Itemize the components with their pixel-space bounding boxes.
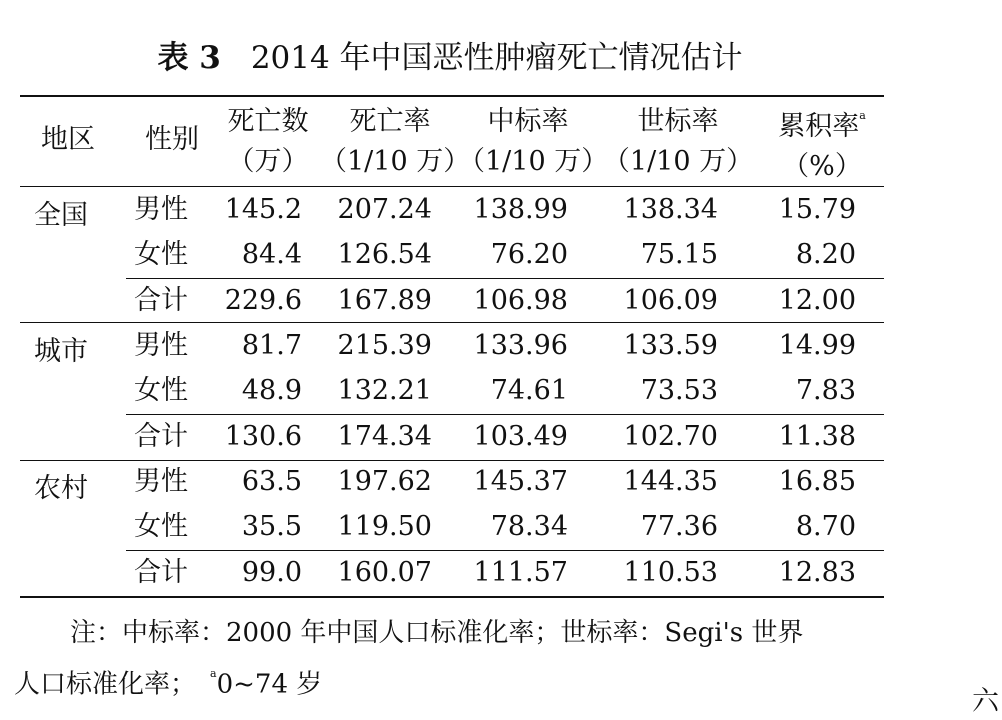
group-rule-urban: [20, 322, 884, 323]
asr-world-cell: 144.35: [623, 466, 718, 497]
mortality-cell: 174.34: [337, 421, 432, 452]
header-mortality-unit: （1/10 万）: [320, 146, 471, 177]
asr-world-cell: 110.53: [623, 557, 718, 588]
cropped-edge-glyph: 六: [972, 686, 999, 717]
header-cumulative-superscript: a: [859, 109, 866, 122]
sex-cell: 女性: [134, 239, 188, 270]
mortality-cell: 167.89: [337, 285, 432, 316]
table-note-line1: 注：中标率：2000 年中国人口标准化率；世标率：Segi's 世界: [70, 618, 804, 648]
deaths-cell: 84.4: [241, 239, 302, 270]
deaths-cell: 130.6: [224, 421, 302, 452]
cumulative-cell: 8.70: [795, 511, 856, 542]
header-asr-world: [600, 104, 756, 180]
sex-cell: 男性: [134, 330, 188, 361]
header-deaths-label: 死亡数: [227, 106, 309, 137]
asr-world-cell: 73.53: [640, 375, 718, 406]
asr-world-cell: 106.09: [623, 285, 718, 316]
sex-cell: 男性: [134, 466, 188, 497]
table-number: 表 3: [157, 40, 221, 76]
sex-cell: 女性: [134, 375, 188, 406]
cumulative-cell: 8.20: [795, 239, 856, 270]
header-mortality: [320, 104, 471, 180]
asr-china-cell: 103.49: [473, 421, 568, 452]
asr-china-cell: 106.98: [473, 285, 568, 316]
asr-world-cell: 102.70: [623, 421, 718, 452]
mortality-cell: 207.24: [337, 194, 432, 225]
table-note-age-range: 0~74 岁: [216, 669, 323, 700]
subtotal-rule-urban: [126, 414, 884, 415]
cumulative-cell: 16.85: [778, 466, 856, 497]
header-region: 地区: [41, 124, 95, 155]
header-cumulative-unit: （%）: [782, 151, 862, 182]
table-note-line2-text: 人口标准化率；: [14, 669, 197, 700]
header-deaths-unit: （万）: [227, 146, 309, 177]
asr-china-cell: 78.34: [490, 511, 568, 542]
sex-cell: 女性: [134, 511, 188, 542]
asr-world-cell: 133.59: [623, 330, 718, 361]
asr-china-cell: 133.96: [473, 330, 568, 361]
mortality-cell: 197.62: [337, 466, 432, 497]
asr-world-cell: 77.36: [640, 511, 718, 542]
header-cumulative: [764, 104, 880, 185]
table-note-line2: [14, 662, 322, 703]
sex-cell: 合计: [134, 285, 188, 316]
header-asr-china-unit: （1/10 万）: [458, 146, 609, 177]
bottom-rule: [20, 596, 884, 598]
sex-cell: 合计: [134, 421, 188, 452]
cumulative-cell: 14.99: [778, 330, 856, 361]
sex-cell: 男性: [134, 194, 188, 225]
region-label-urban: 城市: [34, 336, 88, 367]
cumulative-cell: 11.38: [778, 421, 856, 452]
deaths-cell: 229.6: [224, 285, 302, 316]
header-rule: [20, 186, 884, 187]
asr-china-cell: 111.57: [473, 557, 568, 588]
deaths-cell: 35.5: [241, 511, 302, 542]
deaths-cell: 81.7: [241, 330, 302, 361]
region-label-rural: 农村: [34, 473, 88, 504]
cumulative-cell: 7.83: [795, 375, 856, 406]
header-asr-china-label: 中标率: [487, 106, 569, 137]
mortality-cell: 160.07: [337, 557, 432, 588]
asr-china-cell: 74.61: [490, 375, 568, 406]
table-title: [0, 38, 900, 78]
mortality-cell: 119.50: [337, 511, 432, 542]
header-sex: 性别: [145, 124, 199, 155]
deaths-cell: 48.9: [241, 375, 302, 406]
cumulative-cell: 15.79: [778, 194, 856, 225]
mortality-cell: 215.39: [337, 330, 432, 361]
top-rule: [20, 95, 884, 97]
group-rule-rural: [20, 460, 884, 461]
table-title-text: 2014 年中国恶性肿瘤死亡情况估计: [250, 40, 743, 76]
region-label-national: 全国: [34, 200, 88, 231]
header-deaths: [210, 104, 326, 180]
asr-china-cell: 76.20: [490, 239, 568, 270]
subtotal-rule-rural: [126, 550, 884, 551]
asr-china-cell: 138.99: [473, 194, 568, 225]
deaths-cell: 63.5: [241, 466, 302, 497]
table-note-superscript: a: [210, 667, 217, 680]
header-asr-china: [458, 104, 609, 180]
deaths-cell: 145.2: [224, 194, 302, 225]
cumulative-cell: 12.83: [778, 557, 856, 588]
subtotal-rule-national: [126, 278, 884, 279]
mortality-cell: 126.54: [337, 239, 432, 270]
sex-cell: 合计: [134, 557, 188, 588]
asr-china-cell: 145.37: [473, 466, 568, 497]
mortality-cell: 132.21: [337, 375, 432, 406]
header-mortality-label: 死亡率: [349, 106, 431, 137]
asr-world-cell: 138.34: [623, 194, 718, 225]
deaths-cell: 99.0: [241, 557, 302, 588]
header-asr-world-label: 世标率: [637, 106, 719, 137]
header-asr-world-unit: （1/10 万）: [602, 146, 754, 177]
asr-world-cell: 75.15: [640, 239, 718, 270]
cumulative-cell: 12.00: [778, 285, 856, 316]
header-cumulative-label: 累积率: [778, 111, 860, 142]
